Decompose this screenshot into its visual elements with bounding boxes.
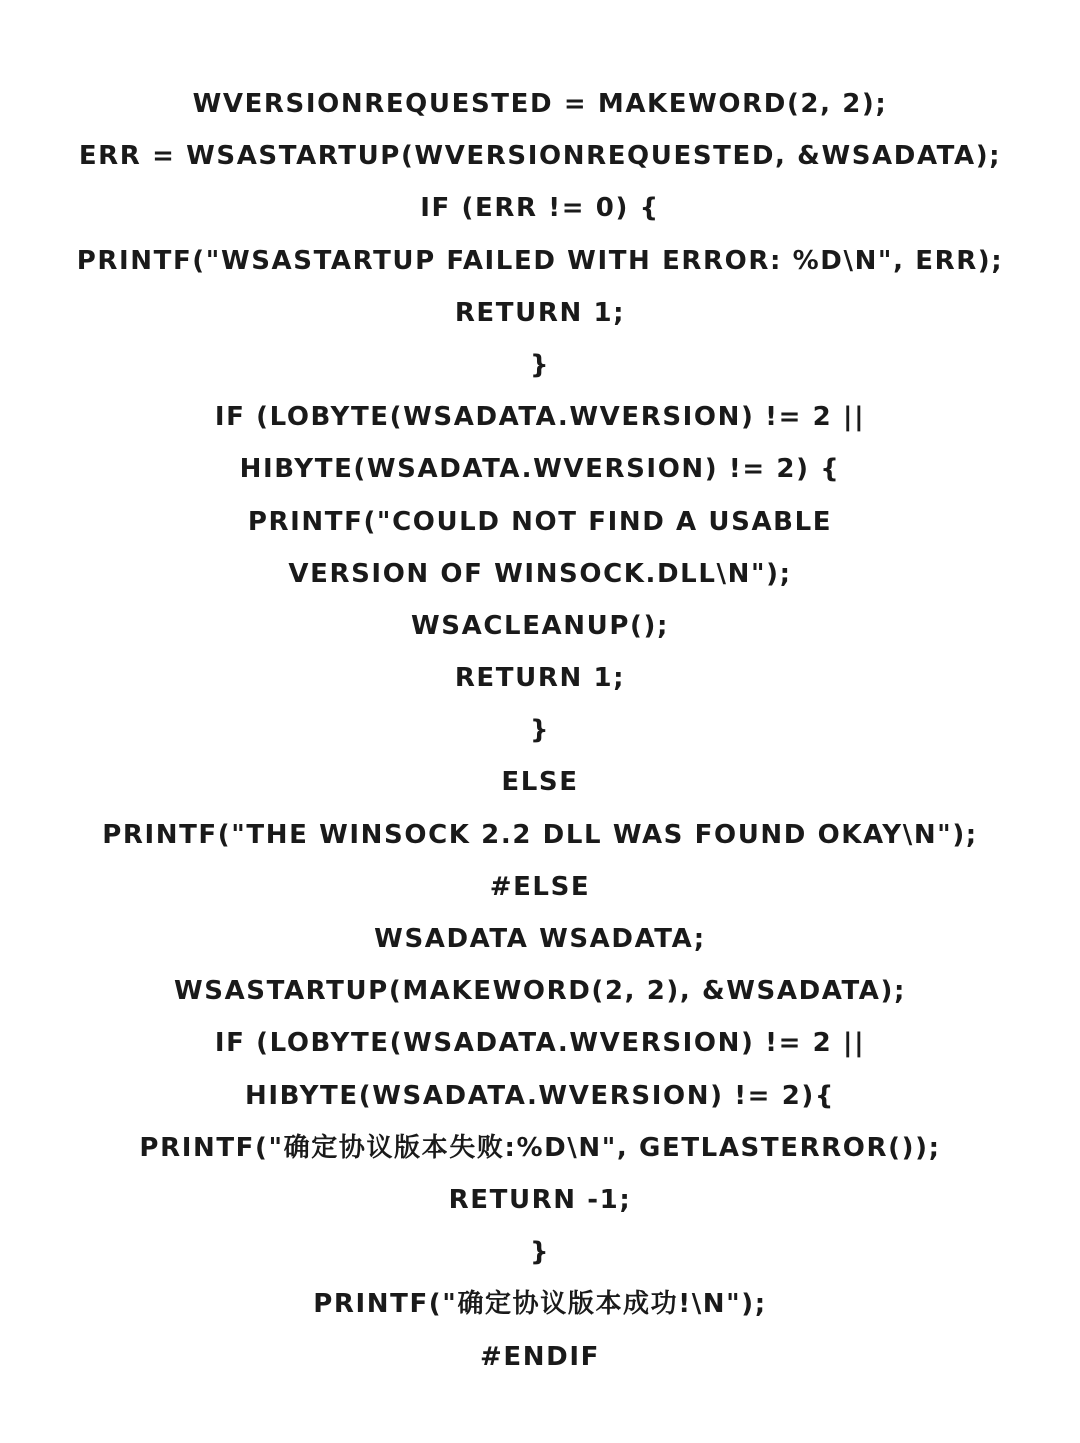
code-line: PRINTF("确定协议版本成功!\N"); — [313, 1289, 767, 1320]
code-line: } — [529, 1237, 551, 1268]
code-line: PRINTF("THE WINSOCK 2.2 DLL WAS FOUND OKAY\N"); — [102, 819, 978, 850]
code-line: RETURN -1; — [448, 1184, 632, 1215]
code-line: RETURN 1; — [454, 297, 626, 328]
code-document — [0, 78, 1080, 1383]
code-line: PRINTF("COULD NOT FIND A USABLE — [247, 506, 833, 537]
code-line: ERR = WSASTARTUP(WVERSIONREQUESTED, &WSADATA); — [78, 141, 1002, 172]
code-line: RETURN 1; — [454, 663, 626, 694]
code-line: HIBYTE(WSADATA.WVERSION) != 2) { — [239, 454, 841, 485]
code-line: HIBYTE(WSADATA.WVERSION) != 2){ — [244, 1080, 835, 1111]
code-line: WVERSIONREQUESTED = MAKEWORD(2, 2); — [192, 89, 888, 119]
code-line: VERSION OF WINSOCK.DLL\N"); — [288, 558, 792, 589]
code-line: IF (LOBYTE(WSADATA.WVERSION) != 2 || — [214, 402, 866, 433]
code-line: } — [529, 349, 551, 380]
code-line: ELSE — [501, 767, 579, 798]
code-line: PRINTF("确定协议版本失败:%D\N", GETLASTERROR()); — [139, 1132, 941, 1163]
code-line: IF (ERR != 0) { — [420, 193, 660, 224]
code-line: WSADATA WSADATA; — [374, 924, 706, 954]
code-line: IF (LOBYTE(WSADATA.WVERSION) != 2 || — [214, 1028, 866, 1059]
code-line: #ENDIF — [480, 1341, 600, 1372]
code-line: PRINTF("WSASTARTUP FAILED WITH ERROR: %D\N", ERR); — [76, 245, 1004, 276]
code-line: } — [529, 715, 551, 746]
code-line: WSASTARTUP(MAKEWORD(2, 2), &WSADATA); — [173, 976, 907, 1007]
code-line: WSACLEANUP(); — [411, 610, 669, 641]
code-line: #ELSE — [489, 871, 591, 902]
